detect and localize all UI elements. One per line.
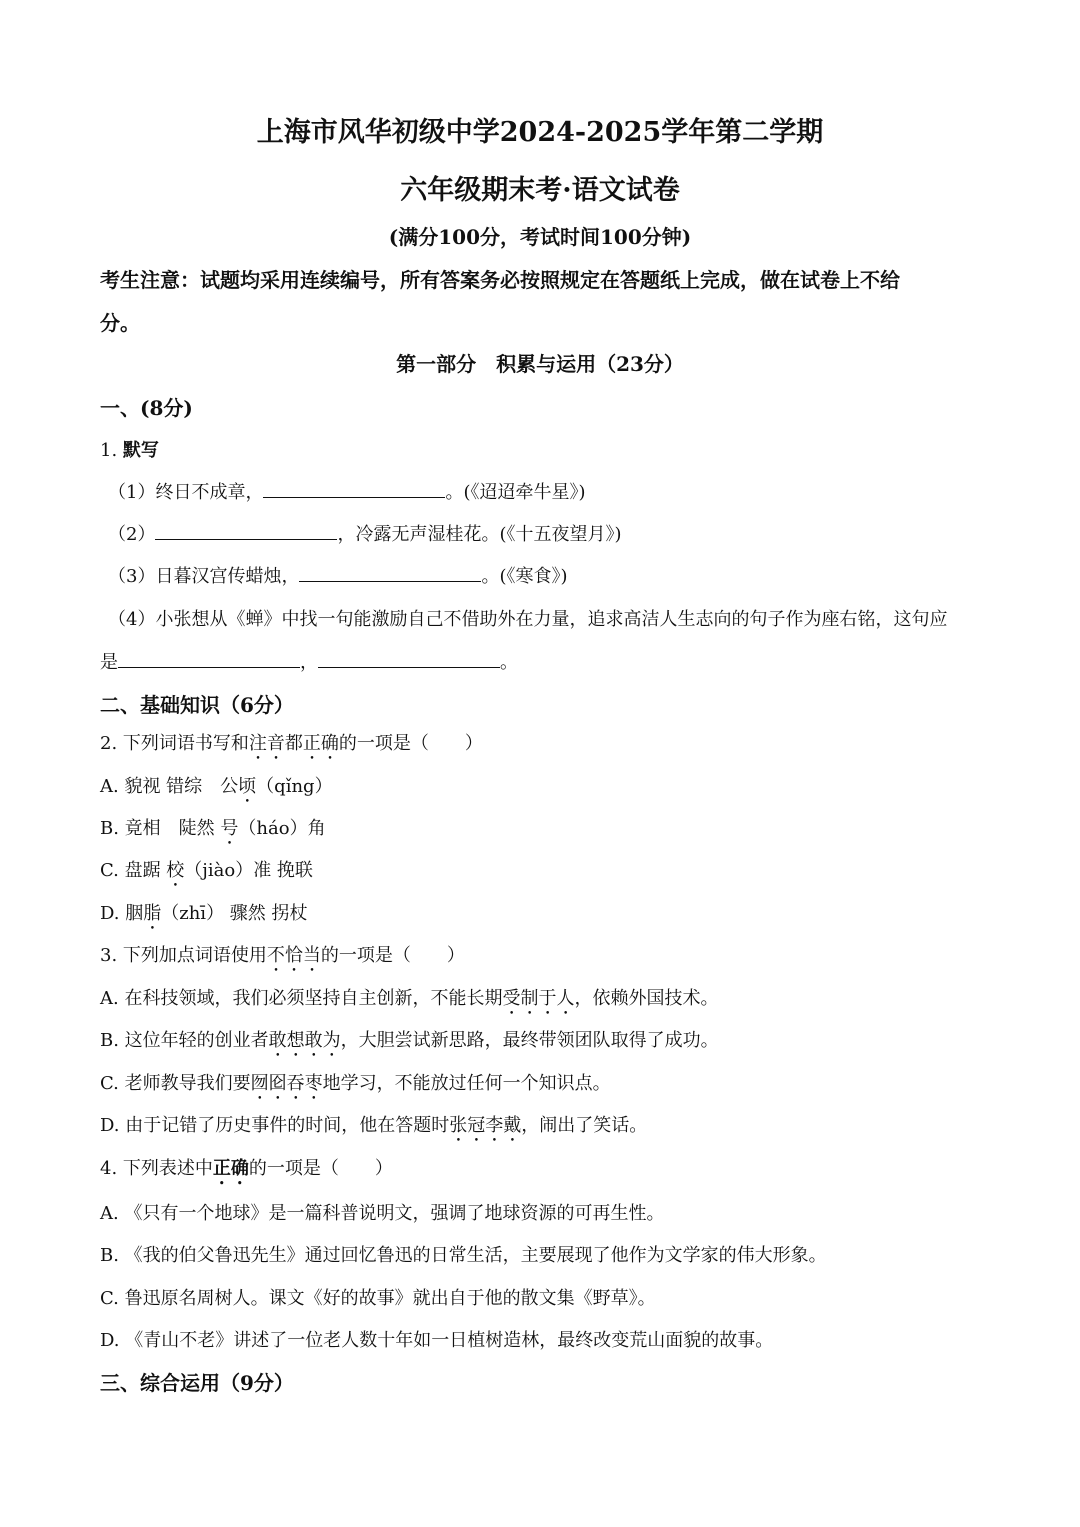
answer-blank[interactable] [318, 651, 500, 668]
option-text: D. 由于记错了历史事件的时间，他在答题时 [100, 1115, 450, 1136]
q2-emphasis-2: 正确 [302, 733, 339, 754]
question-3 [100, 941, 465, 976]
q3-option-a [100, 984, 718, 1019]
q4-option-c: C. 鲁迅原名周树人。课文《好的故事》就出自于他的散文集《野草》。 [100, 1288, 656, 1309]
question-1-number: 1. [100, 440, 123, 461]
answer-blank[interactable] [118, 651, 300, 668]
option-text: B. 竟相 陡然 [100, 818, 221, 839]
q4-option-d: D. 《青山不老》讲述了一位老人数十年如一日植树造林，最终改变荒山面貌的故事。 [100, 1330, 774, 1351]
option-text: C. 老师教导我们要 [100, 1073, 251, 1094]
question-4 [100, 1154, 393, 1189]
option-emphasis: 张冠李戴 [449, 1115, 522, 1136]
question-1 [100, 436, 159, 462]
q2-option-b [100, 814, 326, 849]
option-text: ，大胆尝试新思路，最终带领团队取得了成功。 [340, 1030, 719, 1051]
option-emphasis: 敢想敢为 [268, 1030, 341, 1051]
q4-option-b: B. 《我的伯父鲁迅先生》通过回忆鲁迅的日常生活，主要展现了他作为文学家的伟大形象。 [100, 1245, 827, 1266]
q2-option-c [100, 856, 313, 891]
q3-emphasis: 不恰当 [266, 945, 321, 966]
option-text: C. 盘踞 [100, 860, 167, 881]
option-emphasis: 受制于人 [502, 988, 575, 1009]
q2-text: 的一项是（ ） [338, 733, 483, 754]
q2-option-a [100, 772, 333, 807]
q1-item-4-text: 是 [100, 652, 118, 673]
q2-text: 2. 下列词语书写和 [100, 733, 249, 754]
section-1-title: 一、(8分) [100, 396, 193, 420]
question-1-label: 默写 [122, 440, 159, 461]
q1-item-4-end: 。 [500, 652, 518, 673]
q4-text: 4. 下列表述中 [100, 1158, 213, 1179]
option-text: ，依赖外国技术。 [574, 988, 719, 1009]
q3-text: 3. 下列加点词语使用 [100, 945, 267, 966]
part-1-title: 第一部分 积累与运用（23分） [396, 352, 684, 376]
notice-line-1: 考生注意：试题均采用连续编号，所有答案务必按照规定在答题纸上完成，做在试卷上不给 [100, 268, 900, 292]
q3-option-d [100, 1111, 647, 1146]
q3-option-b [100, 1026, 719, 1061]
notice-line-2: 分。 [100, 311, 140, 335]
exam-title: 上海市风华初级中学2024-2025学年第二学期 [256, 117, 824, 148]
option-text: D. 胭 [100, 903, 144, 924]
q1-item-1 [108, 478, 586, 504]
q1-item-1-source: 。(《迢迢牵牛星》) [445, 482, 586, 503]
q3-text: 的一项是（ ） [320, 945, 465, 966]
q1-item-4-line-2 [100, 648, 518, 674]
q1-item-1-text: （1）终日不成章， [108, 482, 264, 503]
q1-item-2-source: ，冷露无声湿桂花。(《十五夜望月》) [337, 524, 622, 545]
q2-text: 都 [284, 733, 303, 754]
option-emphasis: 囫囵吞枣 [250, 1073, 323, 1094]
section-2-title: 二、基础知识（6分） [100, 693, 294, 717]
q4-text: 的一项是（ ） [248, 1158, 393, 1179]
q2-emphasis-1: 注音 [248, 733, 285, 754]
option-text: （jiào）准 挽联 [184, 860, 313, 881]
option-text: A. 在科技领域，我们必须坚持自主创新，不能长期 [100, 988, 503, 1009]
q2-option-d [100, 899, 308, 934]
option-emphasis: 顷 [238, 776, 257, 797]
answer-blank[interactable] [263, 481, 445, 498]
option-text: （háo）角 [238, 818, 326, 839]
q1-item-3 [108, 562, 568, 588]
q1-item-2 [108, 520, 622, 546]
q4-option-a: A. 《只有一个地球》是一篇科普说明文，强调了地球资源的可再生性。 [100, 1203, 665, 1224]
option-text: ，闹出了笑话。 [521, 1115, 648, 1136]
section-3-title: 三、综合运用（9分） [100, 1371, 294, 1395]
option-text: B. 这位年轻的创业者 [100, 1030, 269, 1051]
q1-item-2-text: （2） [108, 524, 156, 545]
q1-item-3-text: （3）日暮汉宫传蜡烛， [108, 566, 300, 587]
option-emphasis: 号 [220, 818, 239, 839]
question-2 [100, 729, 483, 764]
exam-score-time: (满分100分，考试时间100分钟) [388, 225, 692, 249]
option-emphasis: 脂 [143, 903, 162, 924]
q4-emphasis: 正确 [212, 1158, 249, 1179]
option-text: （qǐng） [256, 776, 333, 797]
answer-blank[interactable] [299, 565, 481, 582]
q1-item-4-comma: ， [300, 652, 318, 673]
answer-blank[interactable] [155, 523, 337, 540]
option-text: （zhī） 骤然 拐杖 [161, 903, 308, 924]
option-text: A. 貌视 错综 公 [100, 776, 239, 797]
q1-item-4-line-1: （4）小张想从《蝉》中找一句能激励自己不借助外在力量，追求高洁人生志向的句子作为座右铭，这句应 [108, 609, 948, 630]
option-text: 地学习，不能放过任何一个知识点。 [322, 1073, 611, 1094]
q3-option-c [100, 1069, 611, 1104]
exam-subtitle: 六年级期末考·语文试卷 [400, 175, 680, 206]
option-emphasis: 校 [166, 860, 185, 881]
q1-item-3-source: 。(《寒食》) [481, 566, 568, 587]
